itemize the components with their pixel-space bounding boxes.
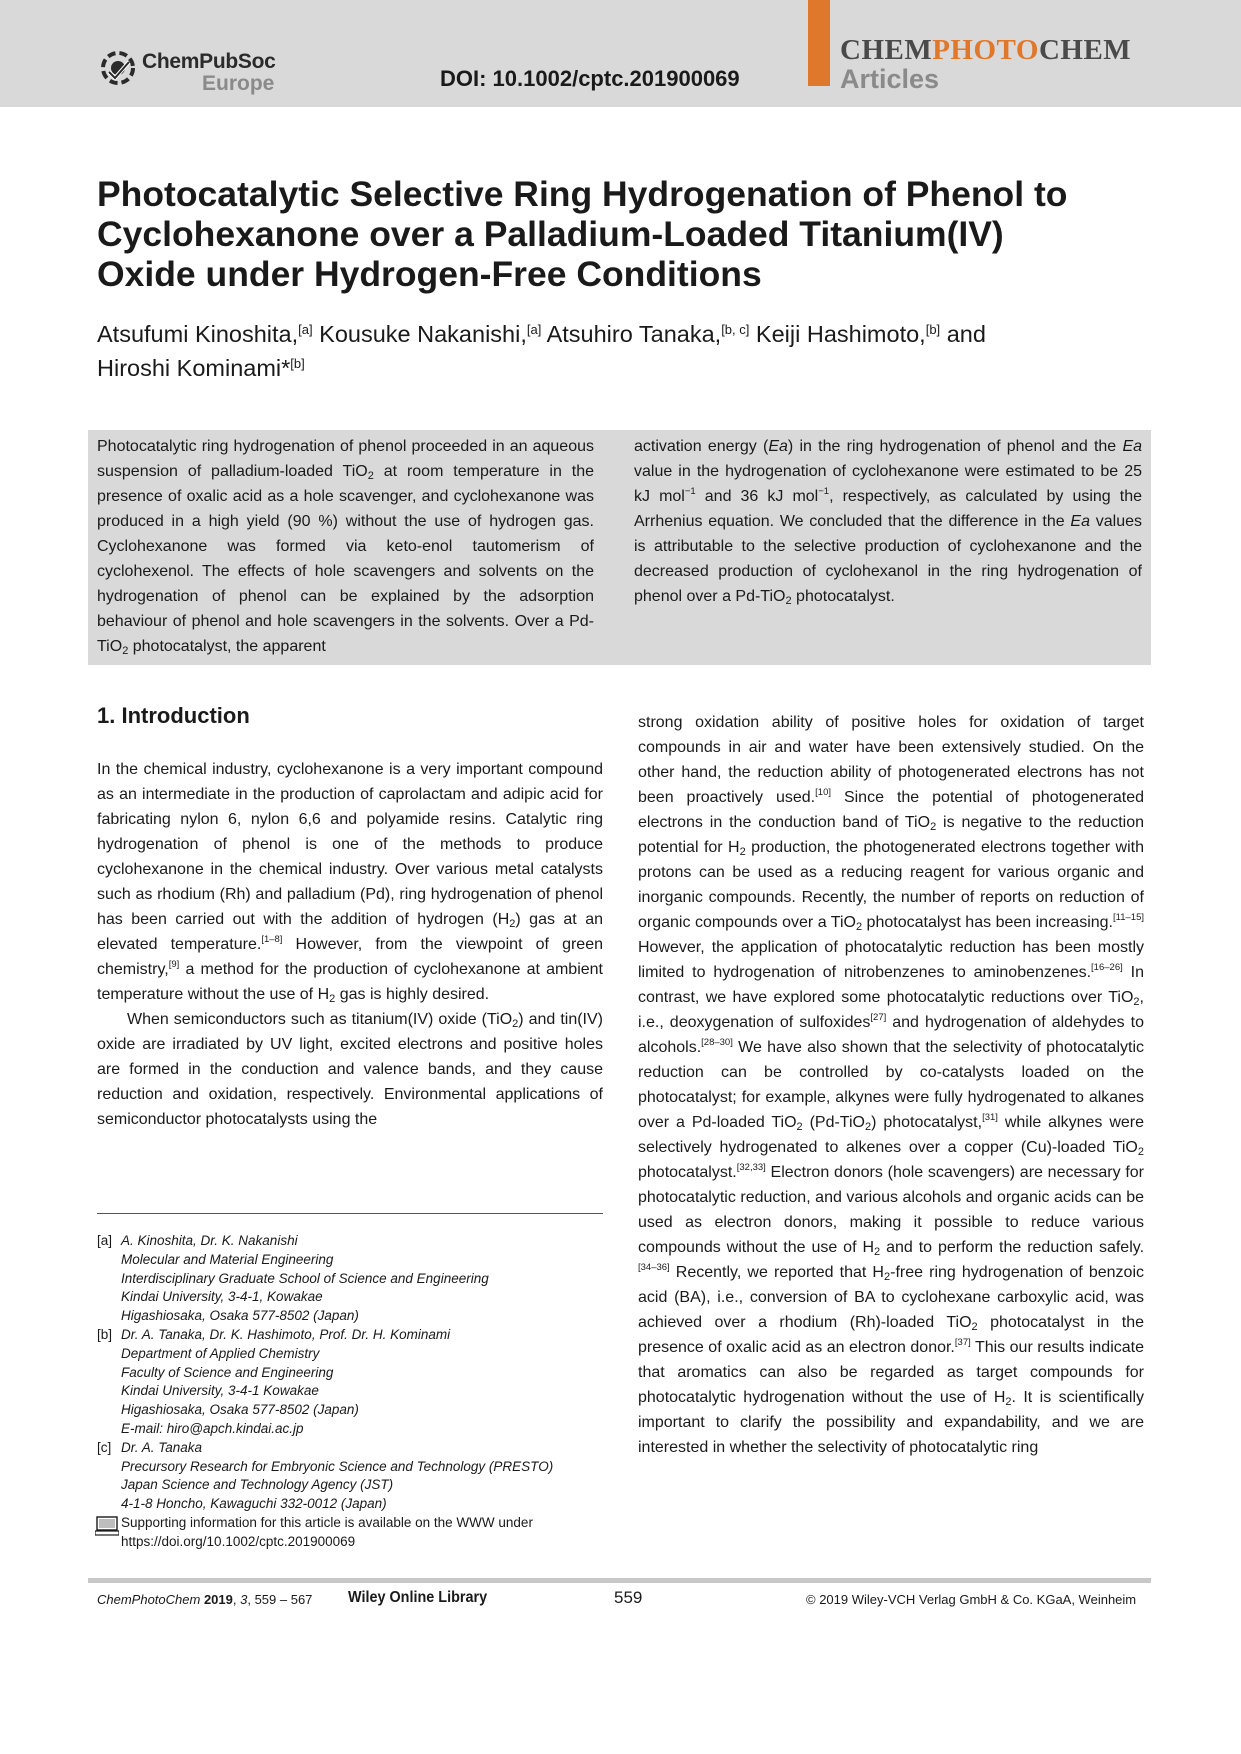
citation: [1–8] [261, 934, 283, 945]
section-label: Articles [840, 64, 940, 94]
body-text: However, from the viewpoint of green chemistry, [97, 936, 603, 978]
citation: [28–30] [701, 1037, 733, 1048]
affiliation-footnotes [97, 1232, 607, 1552]
title-line: Cyclohexanone over a Palladium-Loaded Titanium(IV) [97, 214, 1004, 254]
abstract-text: activation energy ( [634, 438, 769, 455]
subscript: 2 [796, 1121, 803, 1133]
footnote-line: Higashiosaka, Osaka 577-8502 (Japan) [121, 1402, 359, 1418]
body-text: photocatalyst in the presence of oxalic acid as an electron donor. [638, 1314, 1144, 1356]
section-heading: 1. Introduction [97, 703, 250, 728]
author-conjunction: and [946, 321, 986, 347]
journal-part-1: CHEM [840, 34, 933, 66]
abstract-left-column [97, 434, 594, 659]
abstract-text: at room temperature in the presence of oxalic acid as a hole scavenger, and cyclohexanone was produced in a high yield (90 %) without the use of hydrogen gas. Cyclohexanone was formed via keto-enol tautomerism of cyclohexenol. The effects of hole scavengers and solvents on the hydrogenation of phenol can be explained by the adsorption behaviour of phenol and hole scavengers in the solvents. Over a Pd-TiO [97, 463, 595, 655]
body-text: , i.e., deoxygenation of sulfoxides [638, 989, 1144, 1031]
abstract-text: value in the hydrogenation of cyclohexanone were estimated to be 25 kJ mol [634, 463, 1142, 505]
title-line: Photocatalytic Selective Ring Hydrogenation of Phenol to [97, 174, 1068, 214]
footer-volume: 3 [240, 1592, 248, 1607]
supporting-info-text: Supporting information for this article is available on the WWW under [121, 1514, 533, 1530]
footer-pages: , 559 – 567 [247, 1592, 313, 1607]
citation: [11–15] [1113, 912, 1144, 923]
body-text: ) photocatalyst, [871, 1114, 983, 1131]
author-name: Atsufumi Kinoshita, [97, 321, 299, 347]
author-affiliation: [a] [298, 322, 313, 337]
subscript: 2 [739, 846, 746, 858]
footnote-tag: [c] [97, 1439, 112, 1455]
author-affiliation: [b] [925, 322, 941, 337]
body-text: When semiconductors such as titanium(IV) oxide (TiO [127, 1011, 513, 1028]
subscript: 2 [1137, 1146, 1144, 1158]
footnote-line: Interdisciplinary Graduate School of Science and Engineering [121, 1270, 489, 1286]
author-name: Keiji Hashimoto, [755, 321, 926, 347]
footnote-line: Precursory Research for Embryonic Science and Technology (PRESTO) [121, 1458, 554, 1474]
footer-divider [88, 1578, 1151, 1583]
author-affiliation: [b, c] [721, 322, 750, 337]
intro-right-column [638, 710, 1144, 1460]
subscript: 2 [855, 921, 863, 933]
subscript: 2 [509, 918, 516, 930]
citation: [16–26] [1091, 962, 1123, 973]
body-text: However, the application of photocatalytic reduction has been mostly limited to hydrogenation of nitrobenzenes to aminobenzenes. [638, 939, 1144, 981]
footnote-c [97, 1439, 607, 1514]
citation: [37] [954, 1337, 971, 1348]
citation: [34–36] [638, 1262, 670, 1273]
footnote-line: Kindai University, 3-4-1, Kowakae [121, 1289, 323, 1305]
footnote-line: Dr. A. Tanaka, Dr. K. Hashimoto, Prof. Dr. H. Kominami [121, 1326, 451, 1342]
subscript: 2 [122, 645, 129, 657]
footnote-line: Faculty of Science and Engineering [121, 1364, 334, 1380]
abstract-text: Photocatalytic ring hydrogenation of phenol proceeded in an aqueous suspension of palladium-loaded TiO [97, 438, 594, 480]
citation-info: ChemPhotoChem 2019, 3, 559 – 567 [97, 1592, 313, 1607]
article-title [97, 174, 1157, 294]
footnote-divider [97, 1213, 603, 1214]
chempubsoc-logo-icon [98, 48, 138, 88]
publisher-name: ChemPubSoc [142, 50, 276, 73]
footnote-line: Dr. A. Tanaka [121, 1439, 203, 1455]
subscript: 2 [367, 470, 374, 482]
journal-part-2: PHOTO [932, 34, 1039, 66]
body-text: photocatalyst has been increasing. [862, 914, 1113, 931]
supporting-info-note [97, 1514, 607, 1552]
publisher-region: Europe [202, 72, 275, 95]
author-name: Atsuhiro Tanaka, [546, 321, 722, 347]
supporting-info-link[interactable]: https://doi.org/10.1002/cptc.201900069 [121, 1533, 356, 1549]
footnote-line: Molecular and Material Engineering [121, 1251, 334, 1267]
body-text: while alkynes were selectively hydrogenated to alkenes over a copper (Cu)-loaded TiO [638, 1114, 1144, 1156]
body-text: and to perform the reduction safely. [880, 1239, 1145, 1256]
citation: [27] [870, 1012, 887, 1023]
abstract-text: and 36 kJ mol [695, 488, 819, 505]
intro-left-column [97, 757, 603, 1132]
body-text: Recently, we reported that H [669, 1264, 884, 1281]
footer-journal: ChemPhotoChem [97, 1592, 201, 1607]
author-list [97, 317, 1157, 385]
abstract-text: , respectively, as calculated by using the Arrhenius equation. We concluded that the difference in the [634, 488, 1143, 530]
article-doi: DOI: 10.1002/cptc.201900069 [440, 66, 740, 91]
body-text: is negative to the reduction potential for H [638, 814, 1144, 856]
subscript: 2 [1005, 1396, 1012, 1408]
subscript: 2 [884, 1271, 891, 1283]
footnote-line: 4-1-8 Honcho, Kawaguchi 332-0012 (Japan) [121, 1496, 387, 1512]
italic-symbol: Ea [768, 438, 788, 455]
body-text: and hydrogenation of aldehydes to alcohols. [638, 1014, 1145, 1056]
subscript: 2 [329, 993, 336, 1005]
body-text: -free ring hydrogenation of benzoic acid (BA), i.e., conversion of BA to cyclohexane carboxylic acid, was achieved over a rhodium (Rh)-loaded TiO [638, 1264, 1145, 1331]
body-text: gas is highly desired. [335, 986, 490, 1003]
citation: [32,33] [736, 1162, 766, 1173]
page-header [0, 0, 1241, 107]
author-name: Kousuke Nakanishi, [319, 321, 527, 347]
body-text: a method for the production of cyclohexanone at ambient temperature without the use of H [97, 961, 603, 1003]
subscript: 2 [971, 1321, 978, 1333]
footnote-tag: [b] [97, 1326, 113, 1342]
subscript: 2 [930, 821, 937, 833]
footnote-tag: [a] [97, 1233, 113, 1248]
paragraph [97, 757, 603, 1007]
body-text: ) gas at an elevated temperature. [97, 911, 604, 953]
abstract-text: photocatalyst, the apparent [128, 638, 326, 655]
body-text: We have also shown that the selectivity of photocatalytic reduction can be controlled by co-catalysts loaded on the photocatalyst; for example, alkynes were fully hydrogenated to alkanes over a Pd-loaded TiO [638, 1039, 1144, 1131]
chempubsoc-logo [98, 46, 283, 94]
citation: [9] [168, 959, 180, 970]
author-affiliation: [b] [290, 356, 305, 371]
italic-symbol: Ea [1122, 438, 1143, 455]
author-name: Hiroshi Kominami* [97, 355, 291, 381]
footnote-line: Japan Science and Technology Agency (JST) [121, 1477, 394, 1493]
abstract-text: values is attributable to the selective production of cyclohexanone and the decreased production of cyclohexanol in the ring hydrogenation of phenol over a Pd-TiO [634, 513, 1142, 605]
footnote-line: Higashiosaka, Osaka 577-8502 (Japan) [121, 1308, 359, 1324]
computer-icon [95, 1516, 119, 1536]
subscript: 2 [512, 1018, 519, 1030]
footnote-line: Kindai University, 3-4-1 Kowakae [121, 1383, 319, 1399]
citation: [10] [815, 787, 831, 798]
superscript: −1 [818, 486, 830, 497]
body-text: . It is scientifically important to clarify the possibility and expandability, and we are interested in whether the selectivity of photocatalytic ring [638, 1389, 1144, 1456]
journal-part-3: CHEM [1038, 34, 1132, 66]
page-number: 559 [614, 1588, 643, 1607]
wiley-online-library-link[interactable]: Wiley Online Library [348, 1589, 488, 1606]
subscript: 2 [1133, 996, 1140, 1008]
body-text: Since the potential of photogenerated electrons in the conduction band of TiO [638, 789, 1144, 831]
body-text: photocatalyst. [638, 1164, 737, 1181]
title-line: Oxide under Hydrogen-Free Conditions [97, 254, 762, 294]
footnote-line: Department of Applied Chemistry [121, 1345, 320, 1361]
journal-logo [840, 34, 1131, 67]
abstract-text: ) in the ring hydrogenation of phenol and the [787, 438, 1123, 455]
footnote-b [97, 1326, 607, 1439]
accent-bar [808, 0, 830, 86]
footnote-a [97, 1232, 607, 1326]
body-text: production, the photogenerated electrons together with protons can be used as a reducing reagent for various organic and inorganic compounds. Recently, the number of reports on reduction of organic compounds over a TiO [638, 839, 1144, 931]
body-text: In the chemical industry, cyclohexanone is a very important compound as an intermediate in the production of caprolactam and adipic acid for fabricating nylon 6, nylon 6,6 and polyamide resins. Catalytic ring hydrogenation of phenol is one of the methods to produce cyclohexanone in the chemical industry. Over various metal catalysts such as rhodium (Rh) and palladium (Pd), ring hydrogenation of phenol has been carried out with the addition of hydrogen (H [97, 761, 603, 928]
body-text: strong oxidation ability of positive holes for oxidation of target compounds in air and water have been extensively studied. On the other hand, the reduction ability of photogenerated electrons has not been proactively used. [638, 714, 1144, 806]
italic-symbol: Ea [1070, 513, 1090, 530]
body-text: In contrast, we have explored some photocatalytic reductions over TiO [638, 964, 1144, 1006]
abstract-box [88, 430, 1151, 665]
copyright: © 2019 Wiley-VCH Verlag GmbH & Co. KGaA, Weinheim [806, 1592, 1137, 1607]
subscript: 2 [864, 1121, 872, 1133]
abstract-text: photocatalyst. [791, 588, 895, 605]
body-text: Electron donors (hole scavengers) are necessary for photocatalytic reduction, and various alcohols and organic acids can be used as electron donors, making it possible to reduce various compounds without the use of H [638, 1164, 1144, 1256]
abstract-right-column [634, 434, 1142, 609]
subscript: 2 [874, 1246, 881, 1258]
email-link[interactable]: E-mail: hiro@apch.kindai.ac.jp [121, 1420, 304, 1436]
body-text: ) and tin(IV) oxide are irradiated by UV light, excited electrons and positive holes are formed in the conduction and valence bands, and they cause reduction and oxidation, respectively. Environmental applications of semiconductor photocatalysts using the [97, 1011, 603, 1128]
author-affiliation: [a] [526, 322, 542, 337]
paragraph [97, 1007, 603, 1132]
body-text: (Pd-TiO [802, 1114, 865, 1131]
superscript: −1 [684, 486, 696, 497]
subscript: 2 [785, 595, 792, 607]
footer-year: 2019 [203, 1592, 233, 1607]
body-text: This our results indicate that aromatics can also be regarded as target compounds for photocatalytic hydrogenation without the use of H [638, 1339, 1145, 1406]
citation: [31] [982, 1112, 998, 1123]
footnote-line: A. Kinoshita, Dr. K. Nakanishi [121, 1233, 298, 1248]
